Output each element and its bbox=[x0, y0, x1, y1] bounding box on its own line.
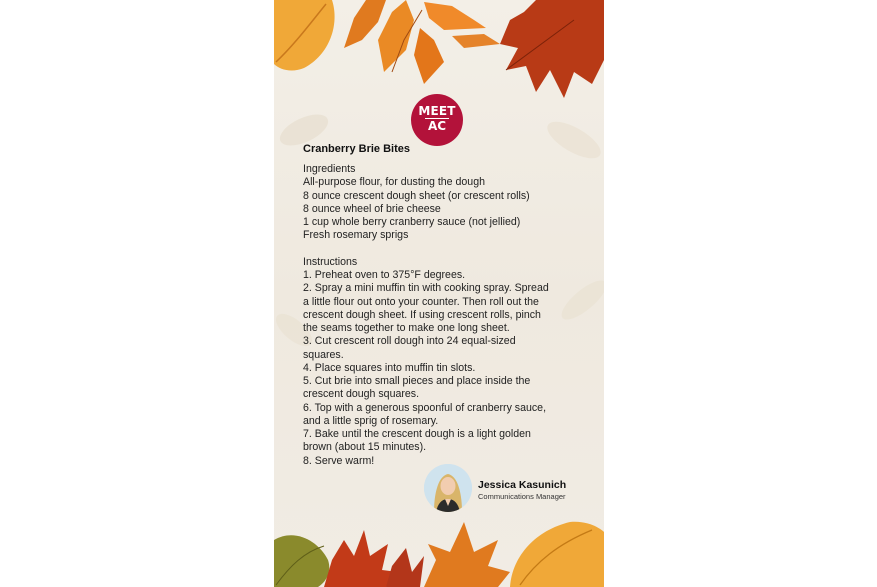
author-role: Communications Manager bbox=[478, 492, 566, 501]
red-leaf-icon bbox=[386, 548, 424, 587]
ingredient-item: 1 cup whole berry cranberry sauce (not jellied) bbox=[303, 216, 521, 228]
ingredient-item: All-purpose flour, for dusting the dough bbox=[303, 176, 485, 189]
instruction-line: brown (about 15 minutes). bbox=[303, 441, 427, 454]
instruction-line: 8. Serve warm! bbox=[303, 454, 375, 467]
recipe-card bbox=[274, 0, 604, 587]
yellow-leaf-icon bbox=[274, 0, 335, 71]
meet-ac-badge bbox=[411, 94, 463, 146]
instruction-line: squares. bbox=[303, 348, 344, 361]
author-name: Jessica Kasunich bbox=[478, 479, 567, 491]
badge-line-1: MEET bbox=[418, 104, 456, 118]
green-leaf-icon bbox=[274, 535, 329, 587]
author-block bbox=[424, 464, 604, 514]
instruction-line: a little flour out onto your counter. Then roll out the bbox=[303, 295, 539, 308]
spacer bbox=[303, 243, 593, 256]
ingredient-item: 8 ounce wheel of brie cheese bbox=[303, 202, 441, 215]
red-leaf-icon bbox=[324, 530, 398, 587]
instruction-line: the seams together to make one long sheet. bbox=[303, 322, 510, 334]
instruction-line: crescent dough squares. bbox=[303, 388, 420, 401]
instruction-line: crescent dough sheet. If using crescent rolls, pinch bbox=[303, 308, 541, 321]
instruction-line: 3. Cut crescent roll dough into 24 equal-sized bbox=[303, 335, 516, 348]
person-photo-icon bbox=[424, 464, 472, 512]
instruction-line: 1. Preheat oven to 375°F degrees. bbox=[303, 269, 466, 281]
ingredient-item: Fresh rosemary sprigs bbox=[303, 229, 409, 242]
instruction-line: 6. Top with a generous spoonful of cranberry sauce, bbox=[303, 401, 547, 414]
instruction-line: 4. Place squares into muffin tin slots. bbox=[303, 361, 476, 374]
ingredient-item: 8 ounce crescent dough sheet (or crescent rolls) bbox=[303, 189, 530, 202]
instruction-line: 5. Cut brie into small pieces and place inside the bbox=[303, 375, 531, 387]
instruction-line: and a little sprig of rosemary. bbox=[303, 414, 439, 427]
instruction-line: 7. Bake until the crescent dough is a light golden bbox=[303, 428, 531, 440]
orange-leaf-icon bbox=[452, 34, 500, 48]
orange-leaf-icon bbox=[414, 28, 444, 84]
ingredients-heading: Ingredients bbox=[303, 163, 356, 175]
red-maple-leaf-icon bbox=[500, 0, 604, 98]
avatar bbox=[424, 464, 472, 512]
orange-maple-leaf-icon bbox=[424, 522, 510, 587]
instructions-heading: Instructions bbox=[303, 255, 358, 268]
instruction-line: 2. Spray a mini muffin tin with cooking spray. Spread bbox=[303, 282, 549, 295]
recipe-title: Cranberry Brie Bites bbox=[303, 143, 410, 155]
badge-line-2: AC bbox=[427, 119, 447, 133]
recipe-body bbox=[303, 163, 593, 468]
orange-leaf-icon bbox=[424, 2, 486, 30]
